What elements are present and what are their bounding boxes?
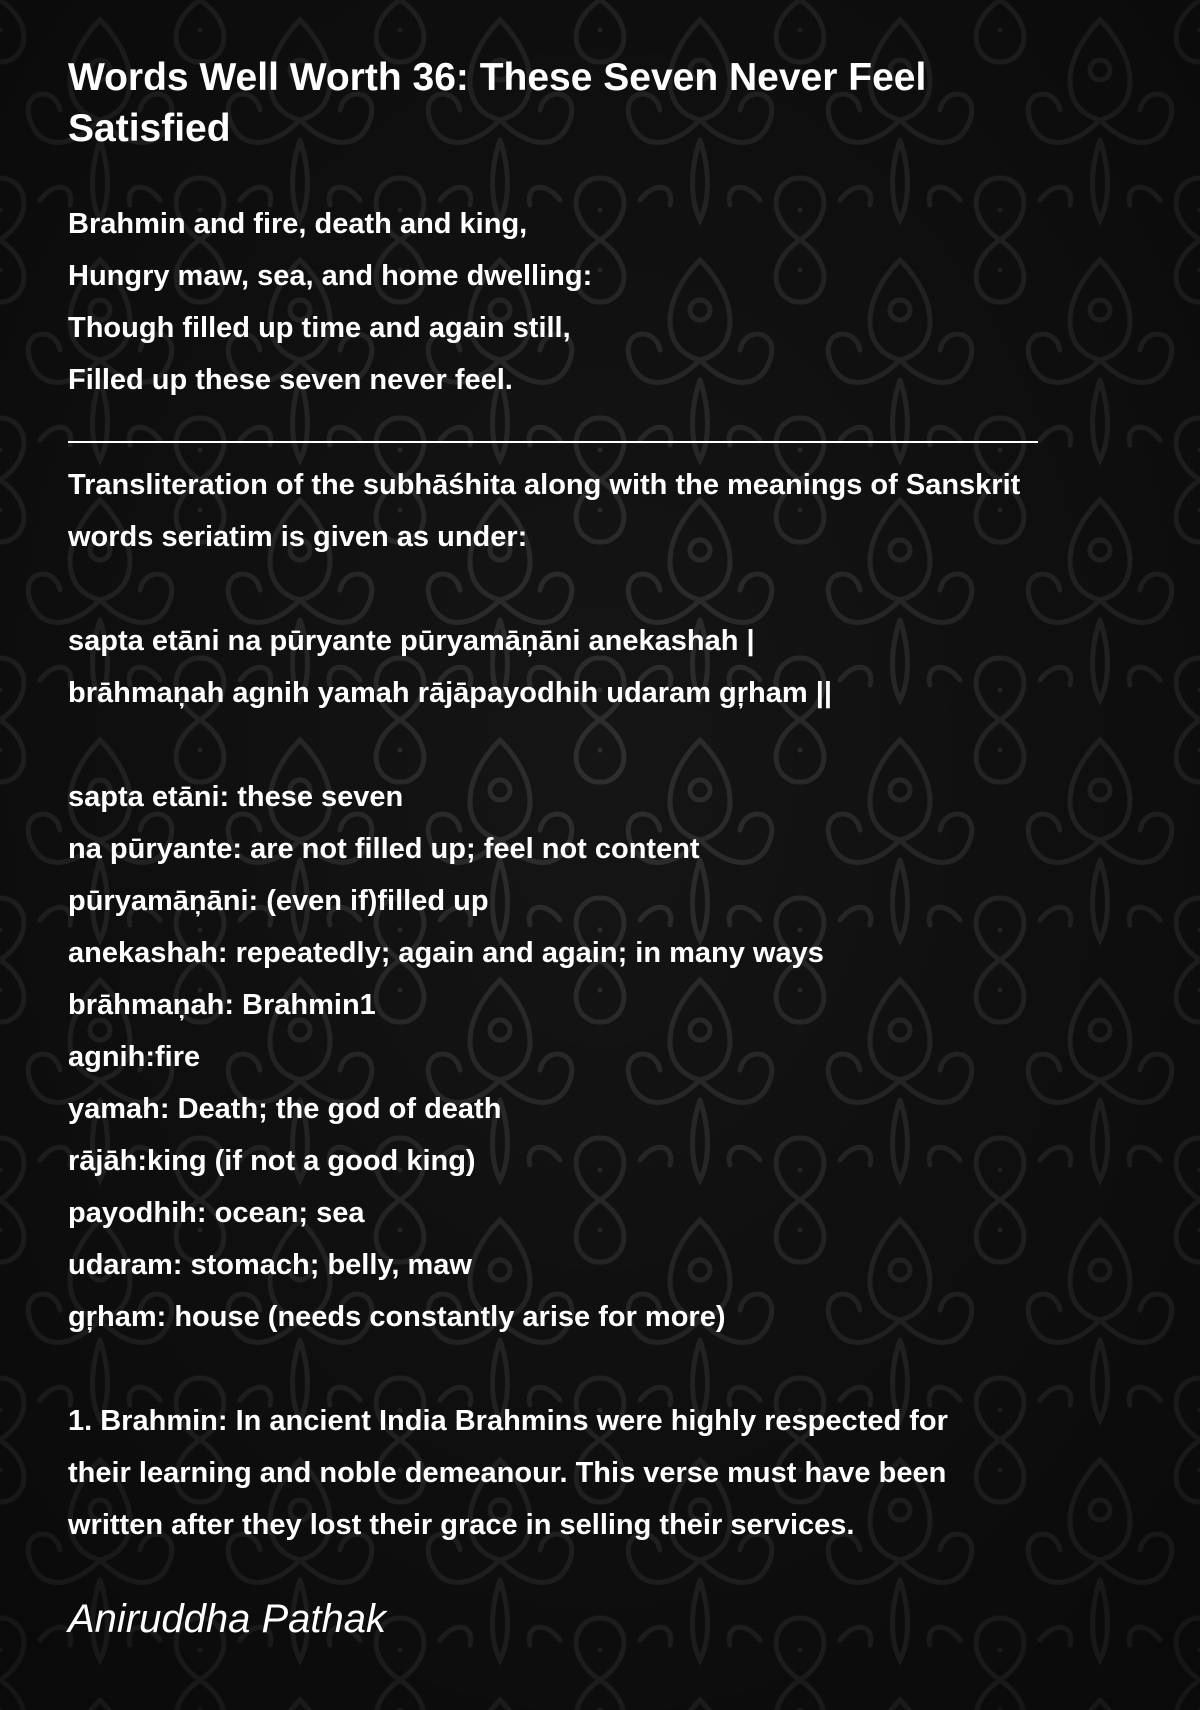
body-line: Transliteration of the subhāśhita along with the meanings of Sanskrit [68,469,1021,501]
stanza-line: Filled up these seven never feel. [68,364,513,396]
body-line: sapta etāni na pūryante pūryamāņāni anekashah | [68,625,755,657]
body-line [68,1343,1168,1395]
body-line: their learning and noble demeanour. This verse must have been [68,1457,947,1489]
body-line: sapta etāni: these seven [68,781,404,813]
body-line: rājāh:king (if not a good king) [68,1145,476,1177]
body-line: 1. Brahmin: In ancient India Brahmins were highly respected for [68,1405,948,1437]
body-line: pūryamāņāni: (even if)filled up [68,885,489,917]
body-line: gŗham: house (needs constantly arise for more) [68,1301,726,1333]
body-line: written after they lost their grace in selling their services. [68,1509,855,1541]
stanza-line: Though filled up time and again still, [68,312,571,344]
body-line: yamah: Death; the god of death [68,1093,502,1125]
section-divider [68,441,1038,443]
stanza-line: Hungry maw, sea, and home dwelling: [68,260,593,292]
body-line: agnih:fire [68,1041,201,1073]
poem-title: Words Well Worth 36: These Seven Never Feel Satisfied [68,56,927,150]
body-line: brāhmaņah agnih yamah rājāpayodhih udaram gŗham || [68,677,832,709]
body-line [68,563,1168,615]
body-line [68,719,1168,771]
body-line: anekashah: repeatedly; again and again; in many ways [68,937,824,969]
body-line: words seriatim is given as under: [68,521,528,553]
author-name: Aniruddha Pathak [68,1597,387,1641]
poem-content [68,52,1168,1643]
body-line: brāhmaņah: Brahmin1 [68,989,376,1021]
body-line: na pūryante: are not filled up; feel not content [68,833,700,865]
body-line: udaram: stomach; belly, maw [68,1249,472,1281]
body-line: payodhih: ocean; sea [68,1197,365,1229]
stanza-line: Brahmin and fire, death and king, [68,208,528,240]
poem-body [68,459,1168,1551]
poem-stanza [68,198,1168,406]
